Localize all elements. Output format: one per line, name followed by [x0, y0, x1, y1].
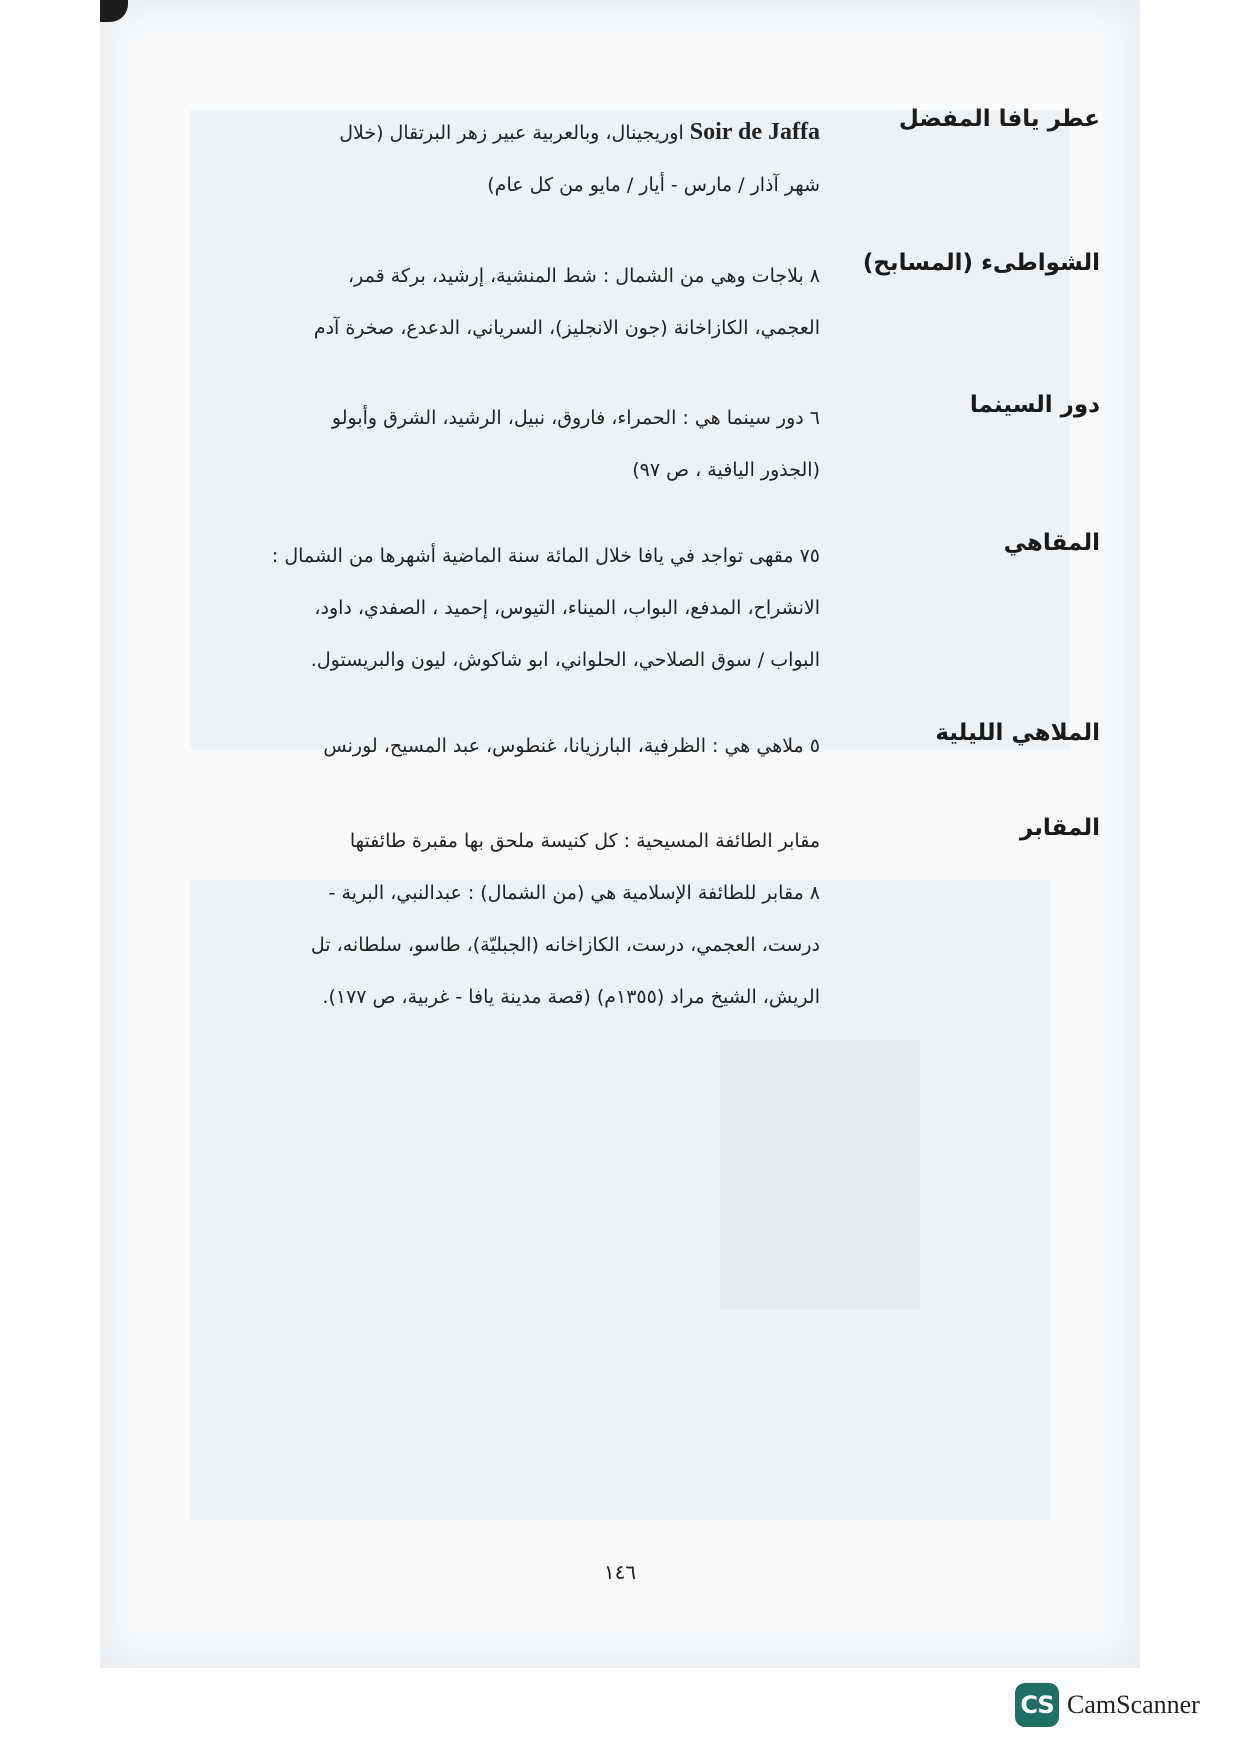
latin-term: Soir de Jaffa	[689, 119, 820, 145]
entry-definition	[150, 720, 820, 772]
entry-term: المقابر	[1019, 815, 1100, 841]
definition-line: البواب / سوق الصلاحي، الحلواني، ابو شاكوش، ليون والبريستول.	[310, 649, 820, 671]
definition-line: ٥ ملاهي هي : الظرفية، البارزيانا، غنطوس، عبد المسيح، لورنس	[323, 735, 820, 757]
definition-line: الريش، الشيخ مراد (١٣٥٥م) (قصة مدينة يافا - غربية، ص ١٧٧).	[322, 986, 820, 1008]
camscanner-badge	[1015, 1683, 1200, 1727]
camscanner-logo-icon: CS	[1015, 1683, 1059, 1727]
entry-term: الشواطىء (المسابح)	[862, 250, 1100, 276]
definition-line: ٨ بلاجات وهي من الشمال : شط المنشية، إرشيد، بركة قمر،	[348, 265, 820, 287]
entry-definition	[150, 250, 820, 354]
definition-line: ٦ دور سينما هي : الحمراء، فاروق، نبيل، الرشيد، الشرق وأبولو	[331, 407, 820, 429]
definition-line: ٨ مقابر للطائفة الإسلامية هي (من الشمال) : عبدالنبي، البرية -	[328, 882, 820, 904]
definition-line: العجمي، الكازاخانة (جون الانجليز)، السرياني، الدعدع، صخرة آدم	[313, 317, 820, 339]
entry-term: الملاهي الليلية	[935, 720, 1100, 746]
entry-definition	[150, 815, 820, 1023]
entry-definition	[150, 530, 820, 686]
definition-line: مقابر الطائفة المسيحية : كل كنيسة ملحق بها مقبرة طائفتها	[349, 830, 820, 852]
definition-line: ٧٥ مقهى تواجد في يافا خلال المائة سنة الماضية أشهرها من الشمال :	[271, 545, 820, 567]
entry-definition	[150, 392, 820, 496]
entry-term: المقاهي	[1003, 530, 1100, 556]
show-through-area	[720, 1040, 920, 1310]
definition-line: درست، العجمي، درست، الكازاخانه (الجبليّة)، طاسو، سلطانه، تل	[310, 934, 820, 956]
entry-term: عطر يافا المفضل	[898, 106, 1100, 132]
definition-text: اوريجينال، وبالعربية عبير زهر البرتقال (خلال	[339, 122, 684, 144]
page-number: ١٤٦	[603, 1560, 637, 1584]
definition-line: شهر آذار / مارس - أيار / مايو من كل عام)	[487, 174, 820, 196]
definition-line	[150, 106, 820, 159]
definition-line: الانشراح، المدفع، البواب، الميناء، التيوس، إحميد ، الصفدي، داود،	[314, 597, 820, 619]
definition-line: (الجذور اليافية ، ص ٩٧)	[632, 459, 820, 481]
entry-term: دور السينما	[969, 392, 1100, 418]
entry-definition	[150, 106, 820, 211]
camscanner-label: CamScanner	[1067, 1690, 1200, 1719]
